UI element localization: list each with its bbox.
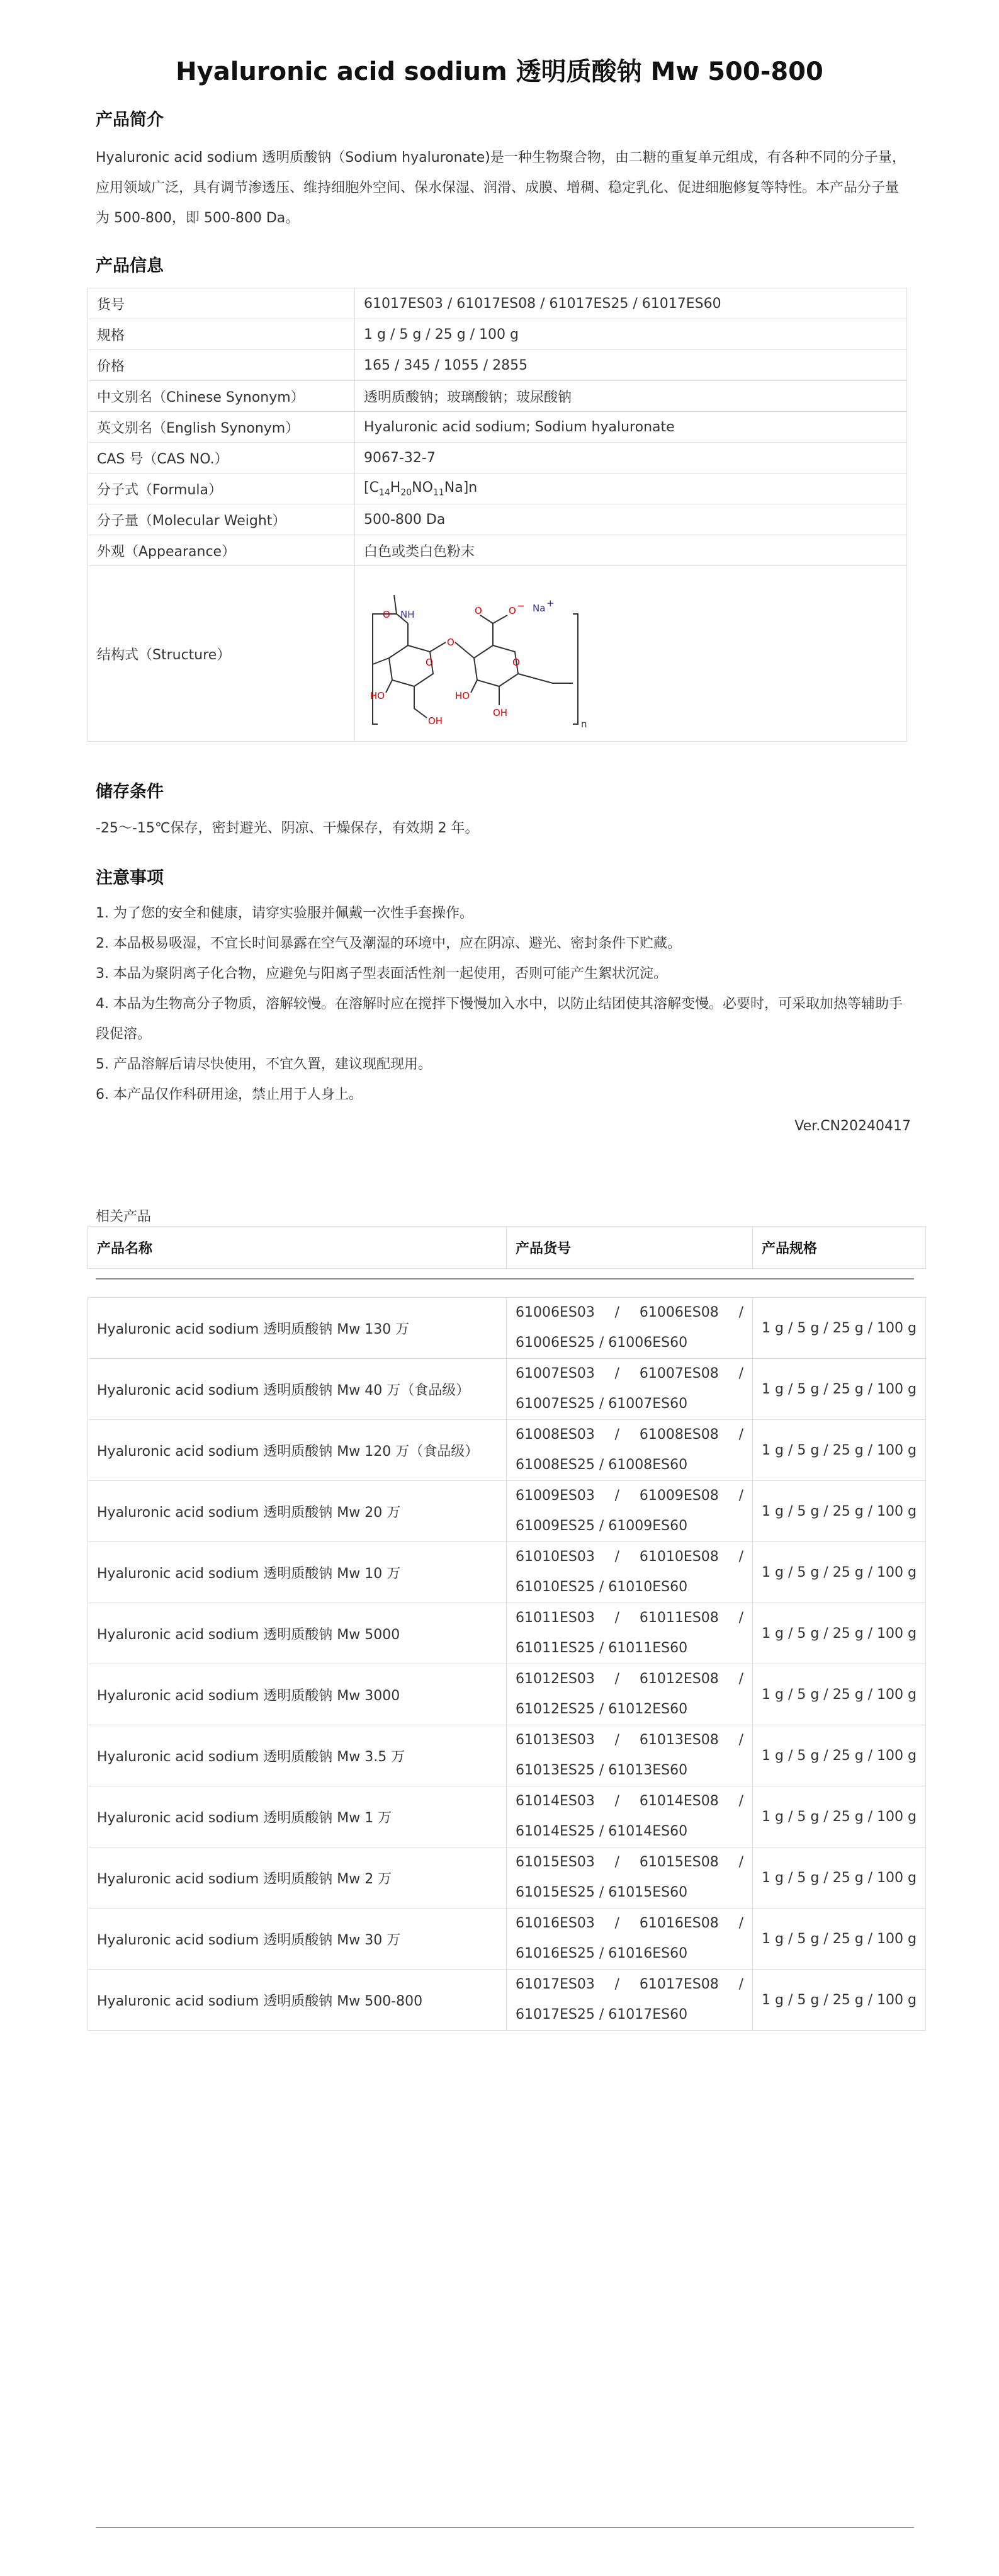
table-row [88,1542,926,1603]
product-name: Hyaluronic acid sodium 透明质酸钠 Mw 120 万（食品级） [88,1420,507,1481]
code-separator: / [738,1793,743,1809]
code-separator: / [614,1732,620,1748]
code-separator: / [614,1488,620,1504]
table-row [88,1847,926,1909]
code-c: 61010ES25 / 61010ES60 [516,1579,688,1595]
col-header-code: 产品货号 [507,1227,753,1269]
info-value: 透明质酸钠；玻璃酸钠；玻尿酸钠 [355,381,907,412]
code-a: 61008ES03 [516,1427,595,1443]
svg-text:O: O [509,605,516,616]
code-c: 61016ES25 / 61016ES60 [516,1946,688,1961]
page-title: Hyaluronic acid sodium 透明质酸钠 Mw 500-800 [176,57,823,86]
code-b: 61017ES08 [639,1977,719,1992]
code-c: 61017ES25 / 61017ES60 [516,2007,688,2023]
code-c: 61007ES25 / 61007ES60 [516,1396,688,1412]
code-c: 61013ES25 / 61013ES60 [516,1762,688,1778]
info-value: 165 / 345 / 1055 / 2855 [355,350,907,381]
code-c: 61011ES25 / 61011ES60 [516,1640,688,1656]
code-b: 61011ES08 [639,1610,719,1626]
related-products-table [87,1297,926,2031]
table-row [88,1603,926,1664]
product-name: Hyaluronic acid sodium 透明质酸钠 Mw 30 万 [88,1909,507,1970]
intro-text: Hyaluronic acid sodium 透明质酸钠（Sodium hyaluronate)是一种生物聚合物，由二糖的重复单元组成，有各种不同的分子量，应用领域广泛，具有调节渗透压、维持细胞外空间、保水保湿、润滑、成膜、增稠、稳定乳化、促进细胞修复等特性。本产品分子量为 500-800，即 500-800 Da。 [96,150,906,226]
note-item: 5. 产品溶解后请尽快使用，不宜久置，建议现配现用。 [96,1057,432,1072]
intro-heading: 产品简介 [96,110,164,130]
code-a: 61014ES03 [516,1793,595,1809]
svg-text:Na: Na [533,603,546,614]
code-c: 61009ES25 / 61009ES60 [516,1518,688,1534]
code-a: 61009ES03 [516,1488,595,1504]
product-name: Hyaluronic acid sodium 透明质酸钠 Mw 40 万（食品级） [88,1359,507,1420]
table-row [88,1664,926,1725]
info-key: 英文别名（English Synonym） [88,412,355,443]
svg-text:O: O [426,657,433,668]
code-separator: / [614,1427,620,1443]
product-spec: 1 g / 5 g / 25 g / 100 g [753,1603,926,1664]
storage-heading: 储存条件 [96,782,164,802]
product-codes [507,1298,753,1359]
svg-text:O: O [512,657,520,668]
product-codes [507,1542,753,1603]
svg-text:OH: OH [428,715,443,727]
code-b: 61007ES08 [639,1366,719,1382]
info-key: 结构式（Structure） [88,566,355,742]
product-name: Hyaluronic acid sodium 透明质酸钠 Mw 500-800 [88,1970,507,2031]
note-item: 1. 为了您的安全和健康，请穿实验服并佩戴一次性手套操作。 [96,905,473,921]
info-value: 500-800 Da [355,504,907,535]
storage-text: -25～-15℃保存，密封避光、阴凉、干燥保存，有效期 2 年。 [96,820,479,836]
code-separator: / [614,1977,620,1992]
product-name: Hyaluronic acid sodium 透明质酸钠 Mw 130 万 [88,1298,507,1359]
table-row [88,1786,926,1847]
product-spec: 1 g / 5 g / 25 g / 100 g [753,1664,926,1725]
code-b: 61008ES08 [639,1427,719,1443]
product-spec: 1 g / 5 g / 25 g / 100 g [753,1786,926,1847]
info-row-formula [88,474,907,504]
product-name: Hyaluronic acid sodium 透明质酸钠 Mw 3000 [88,1664,507,1725]
code-b: 61015ES08 [639,1854,719,1870]
code-separator: / [738,1549,743,1565]
product-spec: 1 g / 5 g / 25 g / 100 g [753,1970,926,2031]
col-header-spec: 产品规格 [753,1227,926,1269]
svg-text:HO: HO [455,690,470,701]
info-row-structure [88,566,907,742]
product-codes [507,1359,753,1420]
code-a: 61017ES03 [516,1977,595,1992]
product-name: Hyaluronic acid sodium 透明质酸钠 Mw 20 万 [88,1481,507,1542]
svg-text:OH: OH [493,707,508,718]
info-key: 分子式（Formula） [88,474,355,504]
info-row [88,412,907,443]
table-row [88,1725,926,1786]
info-value: Hyaluronic acid sodium; Sodium hyaluronate [355,412,907,443]
code-separator: / [614,1549,620,1565]
info-key: 外观（Appearance） [88,535,355,566]
code-separator: / [614,1366,620,1382]
table-row [88,1481,926,1542]
note-item: 2. 本品极易吸湿，不宜长时间暴露在空气及潮湿的环境中，应在阴凉、避光、密封条件下贮藏。 [96,936,681,951]
note-item: 4. 本品为生物高分子物质，溶解较慢。在溶解时应在搅拌下慢慢加入水中，以防止结团使其溶解变慢。必要时，可采取加热等辅助手段促溶。 [96,996,903,1042]
product-codes [507,1909,753,1970]
svg-text:n: n [581,718,587,730]
info-value: 9067-32-7 [355,443,907,474]
info-row [88,443,907,474]
table-row [88,1298,926,1359]
code-separator: / [738,1427,743,1443]
code-separator: / [738,1366,743,1382]
code-separator: / [738,1671,743,1687]
info-value: 1 g / 5 g / 25 g / 100 g [355,319,907,350]
info-key: 规格 [88,319,355,350]
code-a: 61011ES03 [516,1610,595,1626]
product-codes [507,1786,753,1847]
info-key: 货号 [88,288,355,319]
svg-text:−: − [517,600,525,611]
version-label: Ver.CN20240417 [794,1118,911,1134]
info-key: 分子量（Molecular Weight） [88,504,355,535]
code-c: 61008ES25 / 61008ES60 [516,1457,688,1473]
product-spec: 1 g / 5 g / 25 g / 100 g [753,1725,926,1786]
related-table-header [87,1226,926,1269]
info-row [88,319,907,350]
product-codes [507,1664,753,1725]
product-spec: 1 g / 5 g / 25 g / 100 g [753,1420,926,1481]
table-row [88,1970,926,2031]
product-codes [507,1420,753,1481]
product-codes [507,1970,753,2031]
table-row [88,1909,926,1970]
footer-divider [96,2527,914,2528]
product-spec: 1 g / 5 g / 25 g / 100 g [753,1909,926,1970]
code-separator: / [738,1732,743,1748]
info-row [88,288,907,319]
info-key: 价格 [88,350,355,381]
product-spec: 1 g / 5 g / 25 g / 100 g [753,1847,926,1909]
code-a: 61010ES03 [516,1549,595,1565]
product-codes [507,1847,753,1909]
product-spec: 1 g / 5 g / 25 g / 100 g [753,1359,926,1420]
code-separator: / [614,1854,620,1870]
info-value: 白色或类白色粉末 [355,535,907,566]
code-separator: / [614,1793,620,1809]
code-separator: / [738,1610,743,1626]
code-b: 61014ES08 [639,1793,719,1809]
code-separator: / [738,1977,743,1992]
info-key: CAS 号（CAS NO.） [88,443,355,474]
svg-text:HO: HO [370,690,385,701]
code-b: 61013ES08 [639,1732,719,1748]
product-name: Hyaluronic acid sodium 透明质酸钠 Mw 2 万 [88,1847,507,1909]
structure-image [364,570,590,734]
code-a: 61007ES03 [516,1366,595,1382]
code-c: 61012ES25 / 61012ES60 [516,1701,688,1717]
code-b: 61016ES08 [639,1915,719,1931]
info-row [88,381,907,412]
product-info-table [87,288,907,742]
code-b: 61010ES08 [639,1549,719,1565]
formula-value: $[C_{14}H_{20}NO_{11}Na]n$ [355,474,907,504]
product-spec: 1 g / 5 g / 25 g / 100 g [753,1542,926,1603]
svg-text:O: O [475,605,482,616]
product-name: Hyaluronic acid sodium 透明质酸钠 Mw 1 万 [88,1786,507,1847]
structure-cell [355,566,907,742]
table-row [88,1359,926,1420]
table-row [88,1420,926,1481]
code-b: 61012ES08 [639,1671,719,1687]
svg-text:NH: NH [400,609,415,620]
code-separator: / [614,1305,620,1320]
product-name: Hyaluronic acid sodium 透明质酸钠 Mw 5000 [88,1603,507,1664]
code-a: 61012ES03 [516,1671,595,1687]
divider [96,1278,914,1279]
product-codes [507,1725,753,1786]
svg-text:O: O [447,637,454,648]
product-spec: 1 g / 5 g / 25 g / 100 g [753,1481,926,1542]
code-separator: / [614,1915,620,1931]
code-b: 61006ES08 [639,1305,719,1320]
product-name: Hyaluronic acid sodium 透明质酸钠 Mw 10 万 [88,1542,507,1603]
col-header-name: 产品名称 [88,1227,507,1269]
code-separator: / [738,1488,743,1504]
code-separator: / [738,1305,743,1320]
info-row [88,504,907,535]
product-spec: 1 g / 5 g / 25 g / 100 g [753,1298,926,1359]
code-b: 61009ES08 [639,1488,719,1504]
notes-list [96,899,911,1110]
info-row [88,535,907,566]
code-separator: / [614,1671,620,1687]
note-item: 6. 本产品仅作科研用途，禁止用于人身上。 [96,1087,363,1103]
note-item: 3. 本品为聚阴离子化合物，应避免与阳离子型表面活性剂一起使用，否则可能产生絮状沉淀。 [96,966,667,982]
svg-text:+: + [546,598,555,609]
product-codes [507,1481,753,1542]
code-a: 61006ES03 [516,1305,595,1320]
code-a: 61015ES03 [516,1854,595,1870]
code-c: 61014ES25 / 61014ES60 [516,1824,688,1839]
info-heading: 产品信息 [96,256,164,276]
code-a: 61016ES03 [516,1915,595,1931]
info-key: 中文别名（Chinese Synonym） [88,381,355,412]
notes-heading: 注意事项 [96,868,164,888]
related-label: 相关产品 [96,1209,152,1225]
code-a: 61013ES03 [516,1732,595,1748]
code-separator: / [738,1854,743,1870]
svg-text:O: O [383,609,390,620]
product-name: Hyaluronic acid sodium 透明质酸钠 Mw 3.5 万 [88,1725,507,1786]
code-separator: / [738,1915,743,1931]
product-codes [507,1603,753,1664]
info-value: 61017ES03 / 61017ES08 / 61017ES25 / 61017ES60 [355,288,907,319]
code-c: 61015ES25 / 61015ES60 [516,1885,688,1900]
code-separator: / [614,1610,620,1626]
code-c: 61006ES25 / 61006ES60 [516,1335,688,1351]
info-row [88,350,907,381]
